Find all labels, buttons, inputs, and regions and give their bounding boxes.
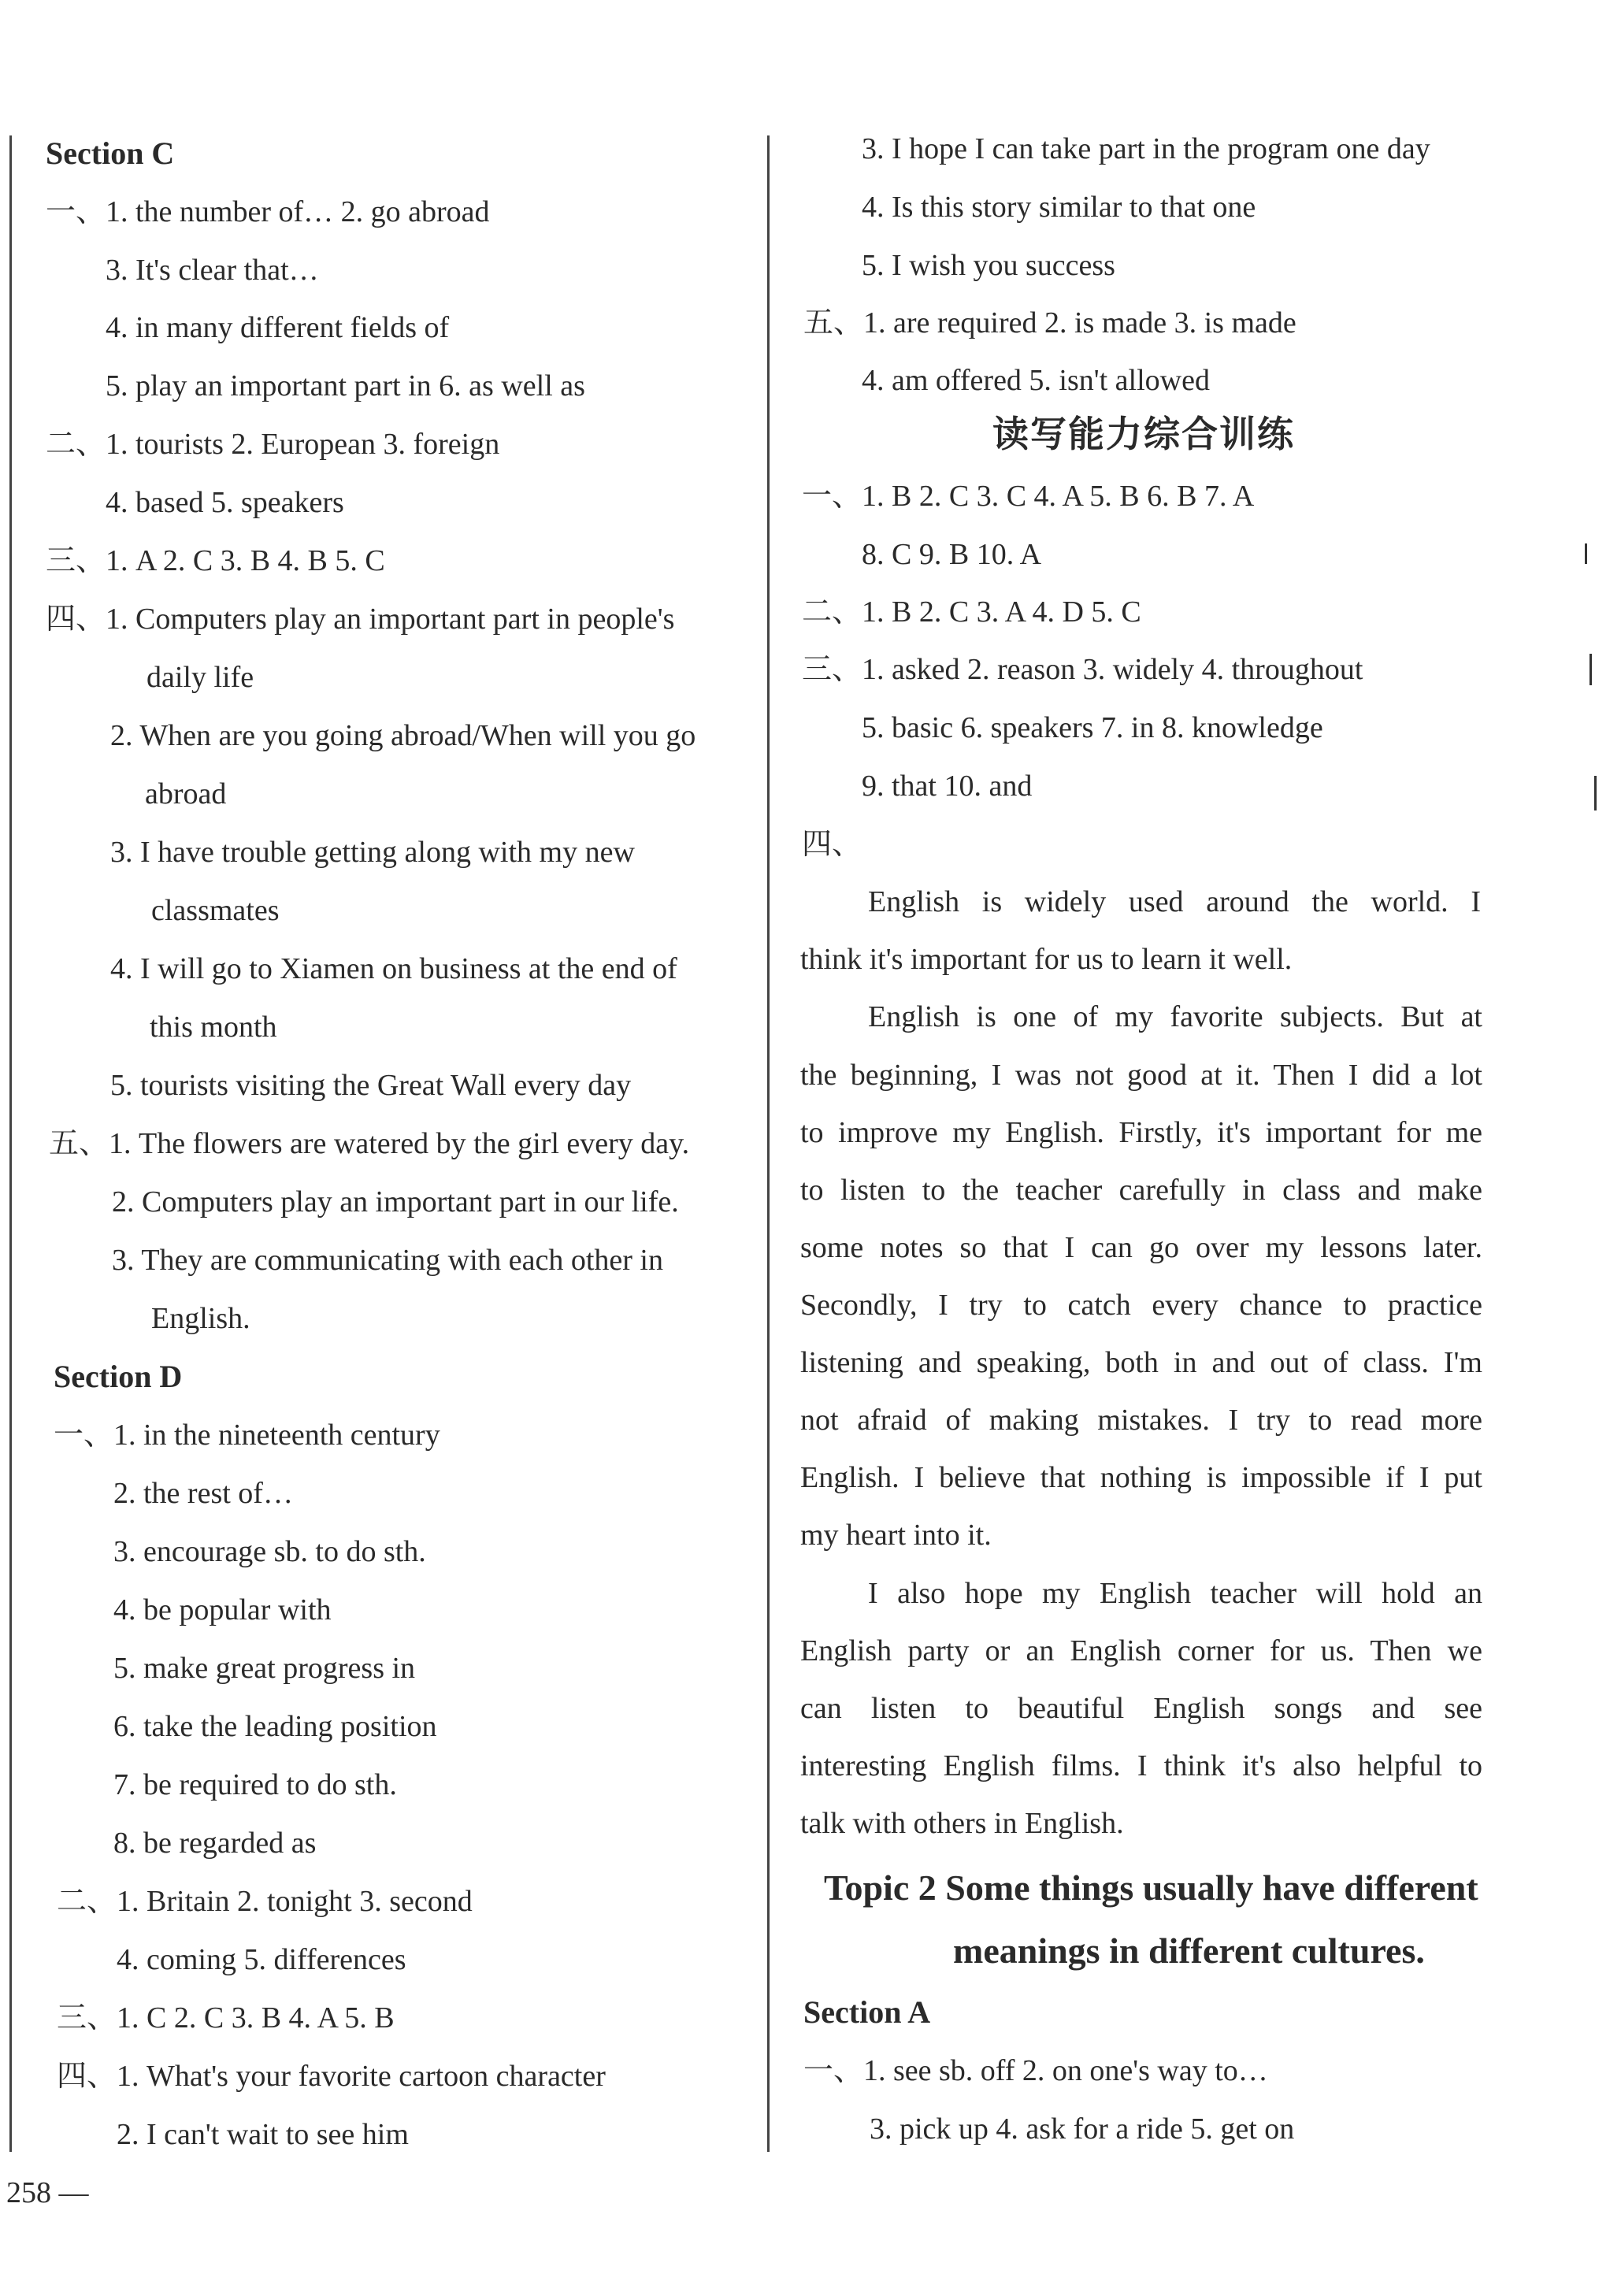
answer-line: 三、1. A 2. C 3. B 4. B 5. C [46,544,385,577]
essay-line: not afraid of making mistakes. I try to read more [800,1404,1482,1437]
essay-line: I also hope my English teacher will hold an [868,1577,1482,1610]
answer-line: 3. I hope I can take part in the program one day [862,132,1430,165]
answer-line: abroad [145,777,227,810]
column-divider [767,135,770,2152]
answer-line: 二、1. B 2. C 3. A 4. D 5. C [802,595,1141,629]
answer-line: 3. They are communicating with each other in [112,1244,663,1277]
essay-line: English is widely used around the world. I [868,885,1481,918]
section-d-heading: Section D [54,1359,183,1394]
section-a-heading: Section A [803,1994,931,2030]
answer-line: 4. be popular with [113,1593,332,1626]
answer-line: classmates [151,894,280,927]
section-c-heading: Section C [46,135,175,171]
topic-title: Topic 2 Some things usually have different [824,1868,1478,1908]
answer-line: 4. am offered 5. isn't allowed [862,364,1210,397]
answer-line: 5. I wish you success [862,249,1115,282]
topic-title-line-2: meanings in different cultures. [953,1931,1425,1971]
essay-line: Secondly, I try to catch every chance to practice [800,1289,1482,1322]
answer-line: 3. It's clear that… [106,254,319,287]
answer-line: 4. Is this story similar to that one [862,191,1256,224]
answer-line: 4. coming 5. differences [117,1943,406,1976]
essay-line: my heart into it. [800,1519,992,1552]
answer-line: this month [150,1011,277,1044]
answer-line: 4. based 5. speakers [106,486,344,519]
answer-line: 4. I will go to Xiamen on business at the end of [110,952,677,985]
essay-line: can listen to beautiful English songs and see [800,1692,1482,1725]
answer-line: 4. in many different fields of [106,311,450,344]
edge-mark [1589,654,1592,685]
answer-line: 一、1. see sb. off 2. on one's way to… [803,2054,1268,2087]
essay-line: to improve my English. Firstly, it's important for me [800,1116,1482,1149]
essay-line: English is one of my favorite subjects. But at [868,1000,1482,1033]
answer-line: 3. I have trouble getting along with my new [110,836,635,869]
answer-line: 5. play an important part in 6. as well as [106,369,585,402]
answer-line: 三、1. C 2. C 3. B 4. A 5. B [57,2001,395,2035]
edge-mark [1594,776,1597,810]
answer-line: 3. encourage sb. to do sth. [113,1535,426,1568]
left-margin-rule [9,135,12,2152]
essay-line: talk with others in English. [800,1807,1124,1840]
answer-line: 二、1. tourists 2. European 3. foreign [46,428,500,461]
answer-line: 5. tourists visiting the Great Wall every day [110,1069,632,1102]
essay-line: listening and speaking, both in and out of class. I'm [800,1346,1482,1379]
answer-line: 一、1. in the nineteenth century [54,1419,440,1452]
answer-line: 2. the rest of… [113,1477,293,1510]
answer-line: 7. be required to do sth. [113,1768,397,1801]
answer-line: 三、1. asked 2. reason 3. widely 4. throughout [802,653,1363,686]
essay-line: think it's important for us to learn it well. [800,943,1293,976]
essay-line: to listen to the teacher carefully in class and make [800,1174,1482,1207]
section-title: 读写能力综合训练 [992,413,1295,455]
answer-line: 四、1. What's your favorite cartoon character [57,2060,606,2093]
page-number: 258 — [6,2176,89,2209]
answer-line: 5. make great progress in [113,1652,416,1685]
answer-line: 四、 [802,828,862,861]
answer-line: daily life [147,661,254,694]
answer-line: 一、1. B 2. C 3. C 4. A 5. B 6. B 7. A [802,480,1255,513]
essay-line: English party or an English corner for us. Then we [800,1634,1482,1667]
answer-line: 五、1. The flowers are watered by the girl every day. [49,1127,690,1160]
answer-line: 5. basic 6. speakers 7. in 8. knowledge [862,711,1323,744]
essay-line: English. I believe that nothing is impossible if I put [800,1461,1482,1494]
answer-line: 2. Computers play an important part in our life. [112,1185,679,1218]
answer-line: 五、1. are required 2. is made 3. is made [803,306,1296,339]
answer-line: 四、1. Computers play an important part in people's [46,603,675,636]
answer-line: 二、1. Britain 2. tonight 3. second [57,1885,473,1918]
answer-line: 一、1. the number of… 2. go abroad [46,195,490,228]
answer-line: 8. be regarded as [113,1827,317,1860]
answer-line: English. [151,1302,250,1335]
answer-line: 3. pick up 4. ask for a ride 5. get on [870,2112,1295,2146]
answer-line: 6. take the leading position [113,1710,437,1743]
answer-line: 9. that 10. and [862,770,1033,803]
essay-line: the beginning, I was not good at it. Then I did a lot [800,1059,1482,1092]
essay-line: some notes so that I can go over my lessons later. [800,1231,1482,1264]
edge-mark [1585,543,1587,564]
answer-line: 2. I can't wait to see him [117,2118,409,2151]
answer-line: 8. C 9. B 10. A [862,538,1042,571]
answer-line: 2. When are you going abroad/When will you go [110,719,696,752]
essay-line: interesting English films. I think it's also helpful to [800,1749,1482,1782]
